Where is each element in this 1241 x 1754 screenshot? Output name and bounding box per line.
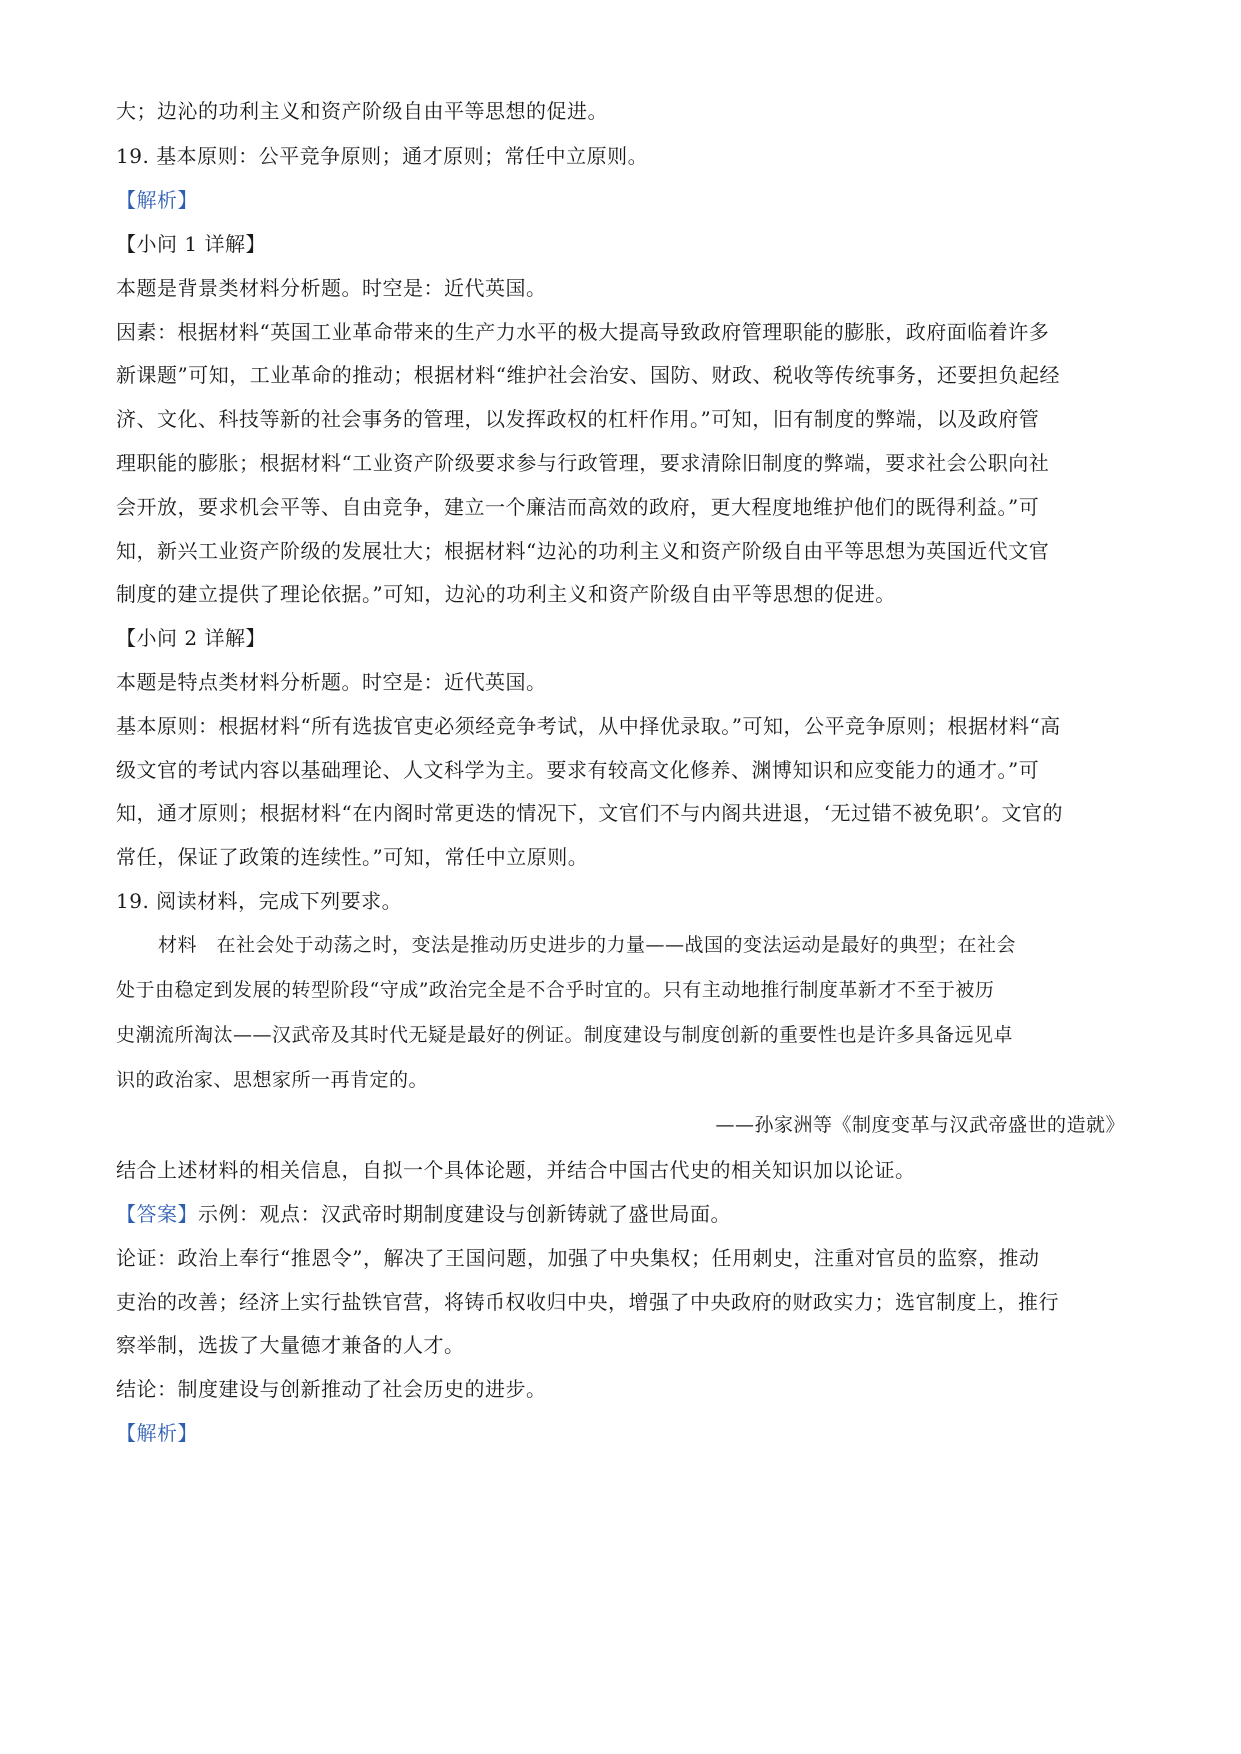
material-text: 材料 在社会处于动荡之时，变法是推动历史进步的力量——战国的变法运动是最好的典型；在社会 [158, 934, 1017, 956]
text-line: 新课题”可知，工业革命的推动；根据材料“维护社会治安、国防、财政、税收等传统事务，还要担负起经 [116, 363, 1060, 387]
text-line: 察举制，选拔了大量德才兼备的人才。 [116, 1333, 465, 1357]
subquestion-1-heading: 【小问 1 详解】 [116, 232, 266, 256]
text-line: 制度的建立提供了理论依据。”可知，边沁的功利主义和资产阶级自由平等思想的促进。 [116, 582, 896, 606]
analysis-heading: 【解析】 [116, 1421, 198, 1445]
text-line: 吏治的改善；经济上实行盐铁官营，将铸币权收归中央，增强了中央政府的财政实力；选官制度上，推行 [116, 1290, 1059, 1314]
text-line: 因素：根据材料“英国工业革命带来的生产力水平的极大提高导致政府管理职能的膨胀，政府面临着许多 [116, 320, 1050, 344]
material-source: ——孙家洲等《制度变革与汉武帝盛世的造就》 [715, 1114, 1125, 1136]
conclusion-line: 结论：制度建设与创新推动了社会历史的进步。 [116, 1377, 547, 1401]
text-line: 理职能的膨胀；根据材料“工业资产阶级要求参与行政管理，要求清除旧制度的弊端，要求社会公职向社 [116, 451, 1050, 475]
question-prompt: 结合上述材料的相关信息，自拟一个具体论题，并结合中国古代史的相关知识加以论证。 [116, 1158, 916, 1182]
text-line: 常任，保证了政策的连续性。”可知，常任中立原则。 [116, 845, 589, 869]
answer-viewpoint: 示例：观点：汉武帝时期制度建设与创新铸就了盛世局面。 [198, 1202, 731, 1226]
text-line: 级文官的考试内容以基础理论、人文科学为主。要求有较高文化修养、渊博知识和应变能力的通才。”可 [116, 758, 1040, 782]
subquestion-2-heading: 【小问 2 详解】 [116, 626, 266, 650]
answer-19: 19. 基本原则：公平竞争原则；通才原则；常任中立原则。 [116, 144, 649, 168]
question-19: 19. 阅读材料，完成下列要求。 [116, 889, 403, 913]
text-line: 本题是特点类材料分析题。时空是：近代英国。 [116, 670, 547, 694]
answer-heading: 【答案】 [116, 1202, 198, 1226]
text-line: 论证：政治上奉行“推恩令”，解决了王国问题，加强了中央集权；任用刺史，注重对官员的监察，推动 [116, 1246, 1040, 1270]
text-line: 会开放，要求机会平等、自由竞争，建立一个廉洁而高效的政府，更大程度地维护他们的既得利益。”可 [116, 495, 1040, 519]
text-line: 本题是背景类材料分析题。时空是：近代英国。 [116, 276, 547, 300]
answer-line [116, 1198, 731, 1227]
analysis-heading: 【解析】 [116, 188, 198, 212]
text-line: 知，新兴工业资产阶级的发展壮大；根据材料“边沁的功利主义和资产阶级自由平等思想为英国近代文官 [116, 539, 1050, 563]
material-text: 识的政治家、思想家所一再肯定的。 [116, 1069, 429, 1091]
text-line: 济、文化、科技等新的社会事务的管理，以发挥政权的杠杆作用。”可知，旧有制度的弊端，以及政府管 [116, 407, 1040, 431]
text-line: 知，通才原则；根据材料“在内阁时常更迭的情况下，文官们不与内阁共进退，‘无过错不被免职’。文官的 [116, 801, 1063, 825]
text-line: 大；边沁的功利主义和资产阶级自由平等思想的促进。 [116, 99, 608, 123]
material-text: 史潮流所淘汰——汉武帝及其时代无疑是最好的例证。制度建设与制度创新的重要性也是许多具备远见卓 [116, 1024, 1014, 1046]
text-line: 基本原则：根据材料“所有选拔官吏必须经竞争考试，从中择优录取。”可知，公平竞争原则；根据材料“高 [116, 714, 1061, 738]
material-text: 处于由稳定到发展的转型阶段“守成”政治完全是不合乎时宜的。只有主动地推行制度革新才不至于被历 [116, 979, 995, 1001]
